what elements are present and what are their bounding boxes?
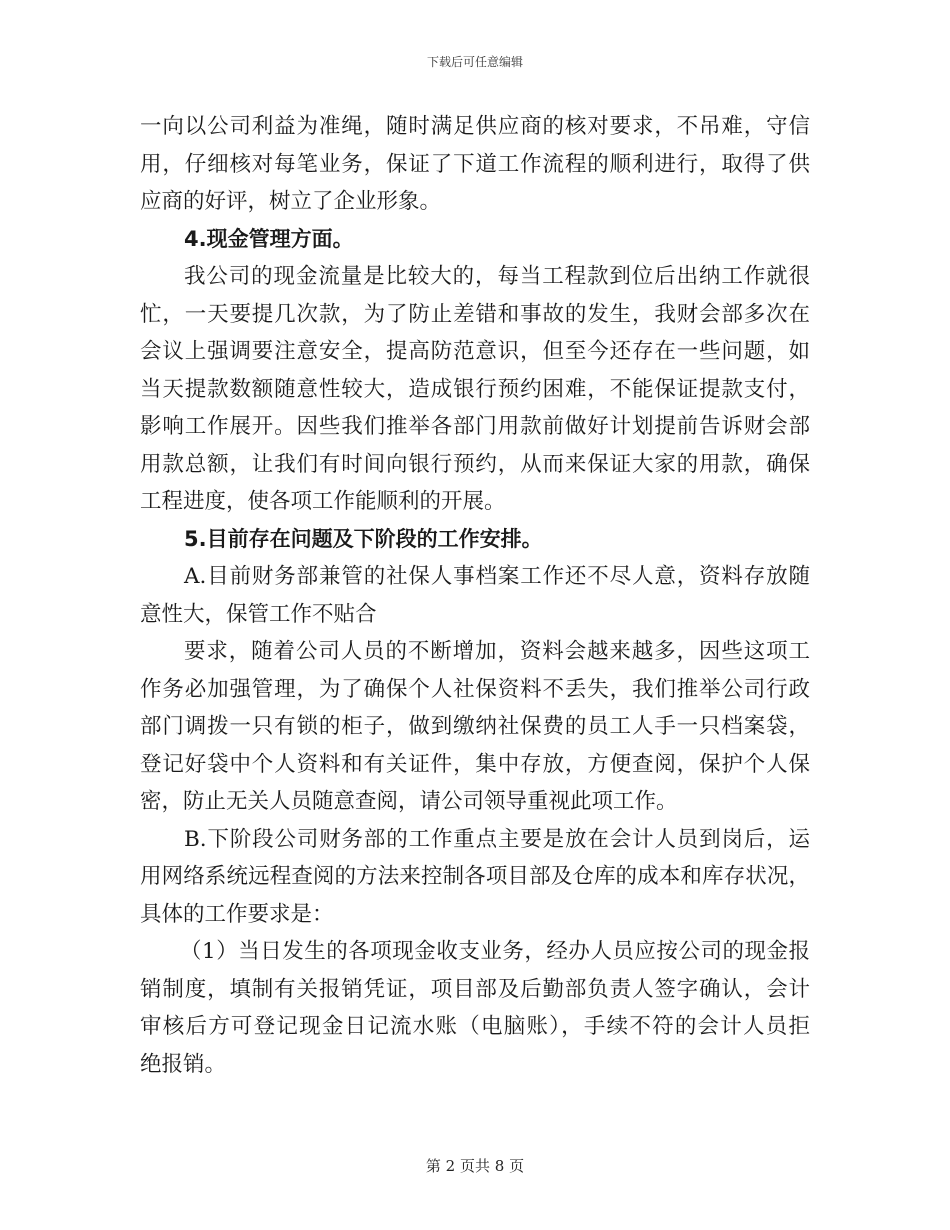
section-heading: 4.现金管理方面。: [184, 226, 354, 251]
document-body: [140, 108, 810, 1083]
paragraph-line: 当天提款数额随意性较大，造成银行预约困难，不能保证提款支付，: [140, 376, 810, 402]
paragraph-line: 忙，一天要提几次款，为了防止差错和事故的发生，我财会部多次在: [140, 301, 810, 327]
paragraph-line: 要求，随着公司人员的不断增加，资料会越来越多，因些这项工: [184, 639, 810, 664]
paragraph-line: A.目前财务部兼管的社保人事档案工作还不尽人意，资料存放随: [184, 564, 810, 589]
paragraph-line: 作务必加强管理，为了确保个人社保资料不丢失，我们推举公司行政: [140, 676, 810, 702]
paragraph-line: 用，仔细核对每笔业务，保证了下道工作流程的顺利进行，取得了供: [140, 151, 810, 177]
paragraph-line: 工程进度，使各项工作能顺利的开展。: [140, 489, 506, 514]
paragraph-line: 意性大，保管工作不贴合: [140, 601, 377, 627]
paragraph-line: 我公司的现金流量是比较大的，每当工程款到位后出纳工作就很: [184, 264, 810, 289]
paragraph-line: 具体的工作要求是：: [140, 901, 334, 927]
paragraph-line: 会议上强调要注意安全，提高防范意识，但至今还存在一些问题，如: [140, 339, 810, 364]
paragraph-line: 应商的好评，树立了企业形象。: [140, 189, 442, 214]
section-heading: 5.目前存在问题及下阶段的工作安排。: [184, 526, 543, 551]
paragraph-line: 登记好袋中个人资料和有关证件，集中存放，方便查阅，保护个人保: [140, 751, 810, 777]
paragraph-line: 用款总额，让我们有时间向银行预约，从而来保证大家的用款，确保: [140, 451, 810, 477]
paragraph-line: 审核后方可登记现金日记流水账（电脑账），手续不符的会计人员拒: [140, 1014, 810, 1039]
paragraph-line: B.下阶段公司财务部的工作重点主要是放在会计人员到岗后，运: [184, 826, 810, 852]
paragraph-line: 用网络系统远程查阅的方法来控制各项目部及仓库的成本和库存状况，: [140, 864, 810, 889]
paragraph-line: 部门调拨一只有锁的柜子，做到缴纳社保费的员工人手一只档案袋，: [140, 714, 810, 739]
page-footer: 第 2 页共 8 页: [425, 1157, 525, 1175]
page-header: 下载后可任意编辑: [426, 55, 523, 69]
paragraph-line: 密，防止无关人员随意查阅，请公司领导重视此项工作。: [140, 789, 678, 814]
paragraph-line: 绝报销。: [140, 1051, 227, 1077]
paragraph-line: 影响工作展开。因些我们推举各部门用款前做好计划提前告诉财会部: [140, 414, 810, 439]
paragraph-line: （1）当日发生的各项现金收支业务，经办人员应按公司的现金报: [180, 939, 810, 964]
paragraph-line: 销制度，填制有关报销凭证，项目部及后勤部负责人签字确认，会计: [140, 976, 810, 1002]
paragraph-line: 一向以公司利益为准绳，随时满足供应商的核对要求，不吊难，守信: [140, 114, 810, 139]
